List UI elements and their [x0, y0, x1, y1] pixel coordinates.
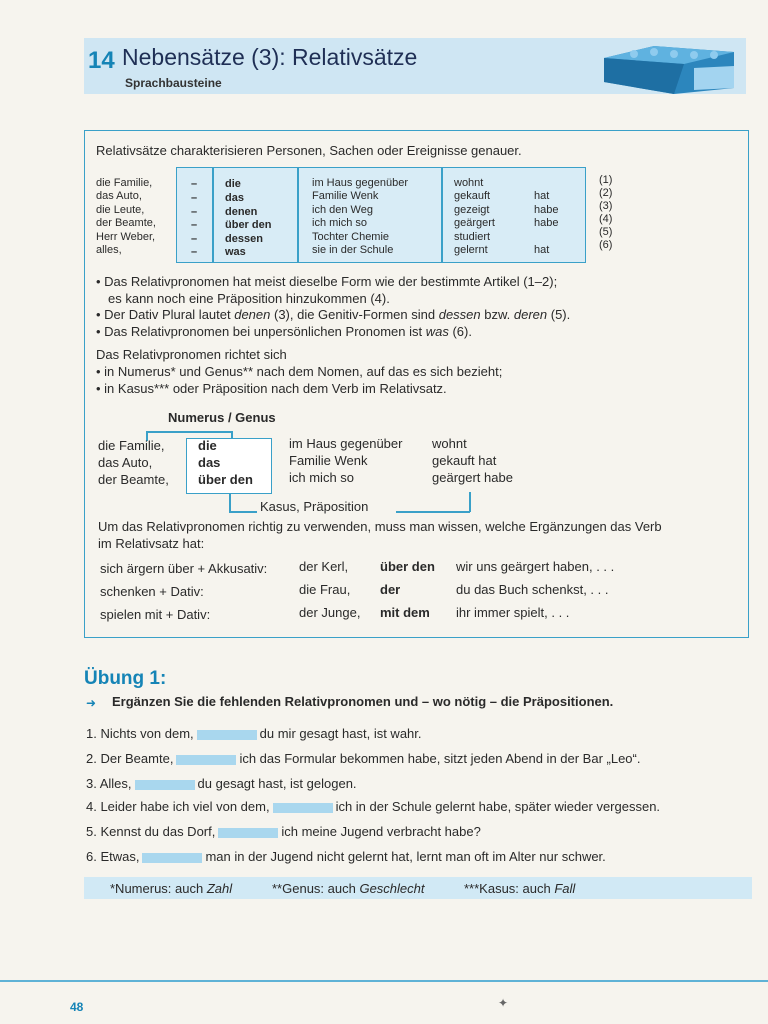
- table-middle: im Haus gegenüber: [312, 177, 409, 189]
- table-middle: ich mich so: [312, 217, 368, 229]
- usage-noun: die Frau,: [299, 582, 351, 597]
- usage-rest: ihr immer spielt, . . .: [456, 605, 570, 620]
- diagram-verb: wohnt: [432, 436, 467, 451]
- exercise-item: 3. Alles, du gesagt hast, ist gelogen.: [86, 776, 357, 791]
- table-verb: gelernt: [454, 244, 488, 256]
- connector-line: [229, 511, 257, 513]
- page-number: 48: [70, 1000, 84, 1014]
- table-dash: –: [191, 246, 198, 258]
- grammar-intro: Relativsätze charakterisieren Personen, Sachen oder Ereignisse genauer.: [96, 143, 522, 158]
- table-divider: [297, 168, 299, 262]
- arrow-icon: ➜: [86, 696, 97, 710]
- exercise-item: 2. Der Beamte, ich das Formular bekommen habe, sitzt jeden Abend in der Bar „Leo“.: [86, 751, 641, 766]
- table-dash: –: [191, 206, 198, 218]
- usage-noun: der Kerl,: [299, 559, 349, 574]
- usage-verb: sich ärgern über + Akkusativ:: [100, 561, 268, 576]
- connector-line: [396, 511, 470, 513]
- usage-intro-2: im Relativsatz hat:: [98, 536, 205, 551]
- table-aux: habe: [534, 204, 559, 216]
- table-pronoun: was: [225, 246, 246, 258]
- footnote-kasus: ***Kasus: auch Fall: [464, 881, 576, 896]
- answer-gap[interactable]: [218, 828, 278, 838]
- diagram-pronoun: über den: [198, 472, 253, 487]
- usage-verb: schenken + Dativ:: [100, 584, 204, 599]
- table-middle: Familie Wenk: [312, 190, 379, 202]
- table-noun: die Familie,: [96, 177, 153, 189]
- chapter-subtitle: Sprachbausteine: [125, 76, 222, 90]
- table-aux: hat: [534, 190, 550, 202]
- diagram-verb: geärgert habe: [432, 470, 513, 485]
- table-verb: geärgert: [454, 217, 495, 229]
- footnote-numerus: *Numerus: auch Zahl: [110, 881, 233, 896]
- lego-bricks-illustration: [594, 38, 744, 94]
- exercise-instruction: Ergänzen Sie die fehlenden Relativpronomen und – wo nötig – die Präpositionen.: [112, 694, 614, 709]
- diagram-verb: gekauft hat: [432, 453, 497, 468]
- table-divider: [212, 168, 214, 262]
- table-dash: –: [191, 178, 198, 190]
- chapter-title: Nebensätze (3): Relativsätze: [122, 44, 418, 70]
- connector-line: [146, 431, 232, 433]
- exercise-item: 1. Nichts von dem, du mir gesagt hast, ist wahr.: [86, 726, 422, 741]
- rule-intro: Das Relativpronomen richtet sich: [96, 347, 287, 362]
- page-bottom-rule: [0, 980, 768, 982]
- table-number: (3): [599, 200, 613, 212]
- usage-pronoun: der: [380, 582, 401, 597]
- diagram-noun: die Familie,: [98, 438, 165, 453]
- table-number: (6): [599, 239, 613, 251]
- usage-rest: wir uns geärgert haben, . . .: [456, 559, 615, 574]
- numerus-genus-label: Numerus / Genus: [168, 410, 276, 425]
- diagram-pronoun: die: [198, 438, 217, 453]
- chapter-number: 14: [88, 47, 115, 74]
- table-number: (5): [599, 226, 613, 238]
- usage-noun: der Junge,: [299, 605, 361, 620]
- exercise-title: Übung 1:: [84, 668, 167, 689]
- table-pronoun: über den: [225, 219, 272, 231]
- answer-gap[interactable]: [176, 755, 236, 765]
- connector-line: [469, 492, 471, 512]
- table-aux: habe: [534, 217, 559, 229]
- table-noun: das Auto,: [96, 190, 142, 202]
- usage-pronoun: mit dem: [380, 605, 430, 620]
- table-middle: ich den Weg: [312, 204, 373, 216]
- table-middle: sie in der Schule: [312, 244, 394, 256]
- connector-line: [229, 494, 231, 512]
- table-verb: gezeigt: [454, 204, 490, 216]
- rule-2: • in Kasus*** oder Präposition nach dem Verb im Relativsatz.: [96, 381, 447, 396]
- table-pronoun: denen: [225, 206, 258, 218]
- usage-rest: du das Buch schenkst, . . .: [456, 582, 609, 597]
- table-number: (2): [599, 187, 613, 199]
- table-pronoun: dessen: [225, 233, 263, 245]
- table-pronoun: das: [225, 192, 244, 204]
- diagram-noun: das Auto,: [98, 455, 153, 470]
- table-divider: [441, 168, 443, 262]
- bullet-3: • Das Relativpronomen bei unpersönlichen Pronomen ist was (6).: [96, 324, 472, 339]
- table-noun: der Beamte,: [96, 217, 156, 229]
- table-noun: die Leute,: [96, 204, 145, 216]
- table-number: (4): [599, 213, 613, 225]
- kasus-praeposition-label: Kasus, Präposition: [260, 499, 369, 514]
- diagram-middle: Familie Wenk: [289, 453, 368, 468]
- usage-verb: spielen mit + Dativ:: [100, 607, 211, 622]
- diagram-noun: der Beamte,: [98, 472, 169, 487]
- table-verb: gekauft: [454, 190, 491, 202]
- table-pronoun: die: [225, 178, 241, 190]
- table-noun: alles,: [96, 244, 122, 256]
- table-verb: studiert: [454, 231, 491, 243]
- rule-1: • in Numerus* und Genus** nach dem Nomen, auf das es sich bezieht;: [96, 364, 503, 379]
- table-verb: wohnt: [454, 177, 484, 189]
- leaf-icon: ✦: [498, 996, 509, 1010]
- table-number: (1): [599, 174, 613, 186]
- exercise-item: 4. Leider habe ich viel von dem, ich in der Schule gelernt habe, später wieder vergessen.: [86, 799, 661, 814]
- usage-intro-1: Um das Relativpronomen richtig zu verwenden, muss man wissen, welche Ergänzungen das Verb: [98, 519, 662, 534]
- bullet-2: • Der Dativ Plural lautet denen (3), die Genitiv-Formen sind dessen bzw. deren (5).: [96, 307, 571, 322]
- table-noun: Herr Weber,: [96, 231, 156, 243]
- table-dash: –: [191, 192, 198, 204]
- diagram-middle: im Haus gegenüber: [289, 436, 403, 451]
- diagram-middle: ich mich so: [289, 470, 355, 485]
- answer-gap[interactable]: [135, 780, 195, 790]
- answer-gap[interactable]: [142, 853, 202, 863]
- usage-pronoun: über den: [380, 559, 435, 574]
- answer-gap[interactable]: [273, 803, 333, 813]
- bullet-1a: • Das Relativpronomen hat meist dieselbe Form wie der bestimmte Artikel (1–2);: [96, 274, 558, 289]
- exercise-item: 5. Kennst du das Dorf, ich meine Jugend verbracht habe?: [86, 824, 481, 839]
- diagram-pronoun: das: [198, 455, 221, 470]
- table-dash: –: [191, 233, 198, 245]
- answer-gap[interactable]: [197, 730, 257, 740]
- footnote-genus: **Genus: auch Geschlecht: [272, 881, 425, 896]
- table-dash: –: [191, 219, 198, 231]
- exercise-item: 6. Etwas, man in der Jugend nicht gelernt hat, lernt man oft im Alter nur schwer.: [86, 849, 606, 864]
- table-aux: hat: [534, 244, 550, 256]
- bullet-1b: es kann noch eine Präposition hinzukommen (4).: [108, 291, 390, 306]
- table-middle: Tochter Chemie: [312, 231, 390, 243]
